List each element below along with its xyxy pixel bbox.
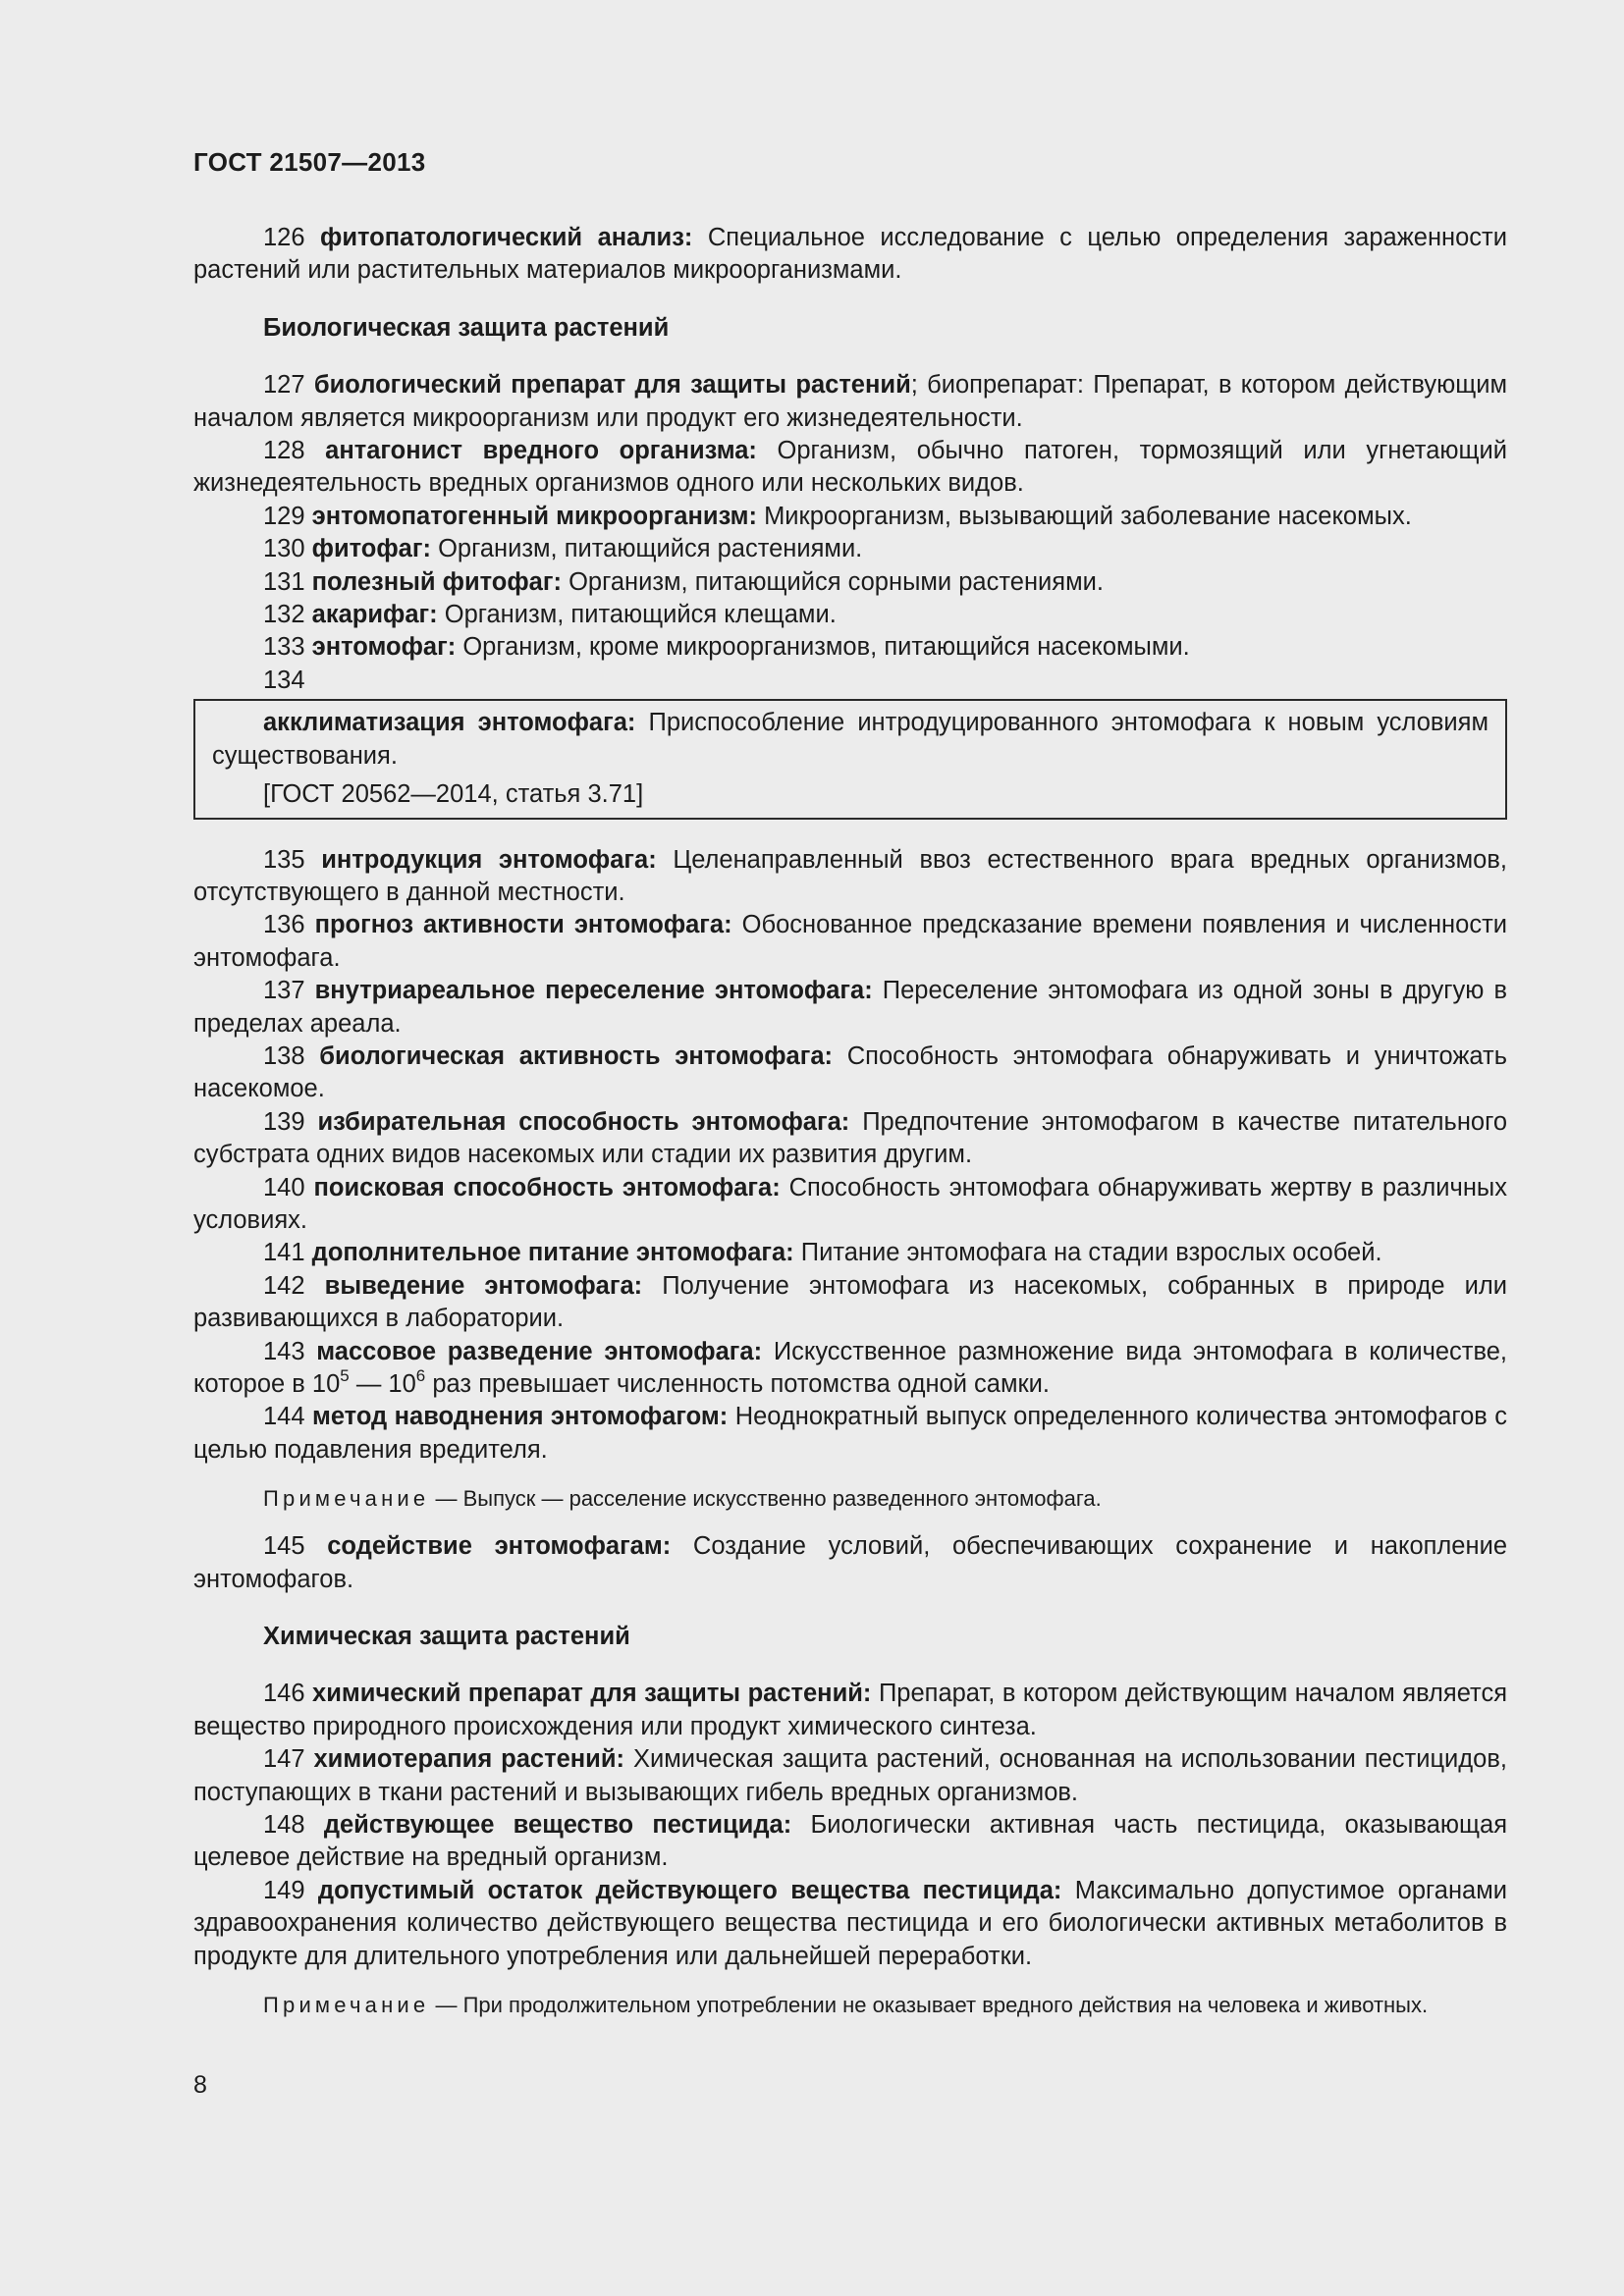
term-definition: Химическая защита растений, основанная на использовании пестицидов, поступающих в ткани растений и вызывающих гибель вредных организмов. — [193, 1745, 1507, 1806]
term-definition: Максимально допустимое органами здравоохранения количество действующего вещества пестицида и его биологически активных метаболитов в продукте для длительного употребления или дальнейшей переработки. — [193, 1876, 1507, 1970]
note-label: Примечание — [263, 1486, 430, 1512]
term-definition: Способность энтомофага обнаруживать жертву в различных условиях. — [193, 1173, 1507, 1234]
term-entry-136 — [193, 909, 1507, 975]
term-definition: Микроорганизм, вызывающий заболевание насекомых. — [764, 502, 1412, 530]
term-entry-127 — [193, 369, 1507, 435]
term-number: 126 — [263, 224, 305, 251]
term-title: содействие энтомофагам: — [327, 1532, 672, 1561]
term-number: 146 — [263, 1680, 305, 1708]
quoted-term-box — [193, 699, 1507, 819]
term-number: 144 — [263, 1403, 305, 1431]
term-number: 137 — [263, 977, 305, 1005]
note-text: — При продолжительном употреблении не оказывает вредного действия на человека и животных. — [435, 1993, 1429, 2018]
term-definition: Препарат, в котором действующим началом является вещество природного происхождения или продукт химического синтеза. — [193, 1680, 1508, 1740]
term-entry-146 — [193, 1678, 1507, 1743]
term-number: 136 — [263, 911, 305, 939]
term-title: полезный фитофаг: — [311, 567, 562, 596]
term-entry-143 — [193, 1336, 1507, 1402]
term-title: допустимый остаток действующего вещества пестицида: — [317, 1876, 1062, 1904]
term-number: 127 — [263, 371, 305, 400]
term-definition: Организм, питающийся клещами. — [444, 601, 837, 629]
term-title: массовое разведение энтомофага: — [316, 1337, 763, 1365]
term-title: метод наводнения энтомофагом: — [311, 1403, 729, 1431]
term-number: 128 — [263, 437, 305, 465]
term-number: 132 — [263, 601, 305, 629]
term-entry-128 — [193, 435, 1507, 501]
document-header: ГОСТ 21507—2013 — [193, 147, 426, 177]
term-entry-144 — [193, 1401, 1507, 1467]
term-number: 147 — [263, 1745, 305, 1774]
term-definition: Предпочтение энтомофагом в качестве питательного субстрата одних видов насекомых или стадии их развития другим. — [193, 1107, 1508, 1169]
term-title: энтомопатогенный микроорганизм: — [311, 502, 757, 530]
term-title: действующее вещество пестицида: — [323, 1811, 792, 1840]
term-entry-139 — [193, 1106, 1507, 1172]
term-definition-part: раз превышает численность потомства одной самки. — [425, 1370, 1050, 1398]
term-title: фитопатологический анализ: — [320, 224, 693, 251]
term-definition: Специальное исследование с целью определения зараженности растений или растительных материалов микроорганизмами. — [193, 224, 1507, 285]
term-title: биологическая активность энтомофага: — [319, 1041, 834, 1070]
term-title: избирательная способность энтомофага: — [317, 1107, 850, 1136]
term-entry-133 — [193, 631, 1507, 664]
term-definition: Питание энтомофага на стадии взрослых особей. — [800, 1239, 1382, 1267]
term-title: дополнительное питание энтомофага: — [311, 1239, 794, 1267]
term-definition: Способность энтомофага обнаруживать и уничтожать насекомое. — [193, 1041, 1507, 1103]
term-entry-137 — [193, 975, 1507, 1041]
term-title: химический препарат для защиты растений: — [312, 1680, 872, 1708]
term-definition: ; биопрепарат: Препарат, в котором действующим началом является микроорганизм или продукт его жизнедеятельности. — [193, 371, 1507, 432]
note-1 — [193, 1484, 1507, 1513]
term-definition: Неоднократный выпуск определенного количества энтомофагов с целью подавления вредителя. — [193, 1403, 1507, 1464]
term-number: 149 — [263, 1876, 305, 1904]
term-entry-140 — [193, 1172, 1507, 1238]
term-definition-part: — 10 — [349, 1370, 416, 1398]
term-definition: Организм, кроме микроорганизмов, питающийся насекомыми. — [462, 633, 1190, 662]
section-title-biological: Биологическая защита растений — [263, 313, 670, 342]
term-number: 135 — [263, 845, 305, 874]
term-definition: Создание условий, обеспечивающих сохранение и накопление энтомофагов. — [193, 1532, 1508, 1593]
term-definition: Организм, питающийся растениями. — [438, 535, 863, 563]
term-title: акарифаг: — [311, 601, 438, 629]
term-number-134: 134 — [263, 666, 305, 694]
term-title: фитофаг: — [311, 535, 431, 563]
term-number: 140 — [263, 1173, 305, 1201]
term-entry-129 — [193, 501, 1507, 533]
term-title: интродукция энтомофага: — [321, 845, 657, 874]
term-definition: Приспособление интродуцированного энтомофага к новым условиям существования. — [212, 709, 1489, 770]
term-entry-141 — [193, 1237, 1507, 1269]
term-entry-134 — [212, 707, 1489, 773]
term-number: 148 — [263, 1811, 305, 1840]
term-definition: Организм, питающийся сорными растениями. — [568, 567, 1104, 596]
term-title: внутриареальное переселение энтомофага: — [314, 977, 873, 1005]
term-definition: Переселение энтомофага из одной зоны в другую в пределах ареала. — [193, 977, 1507, 1038]
term-definition: Организм, обычно патоген, тормозящий или угнетающий жизнедеятельность вредных организмов одного или нескольких видов. — [193, 437, 1507, 498]
term-source-reference: [ГОСТ 20562—2014, статья 3.71] — [263, 780, 644, 809]
document-body — [193, 222, 1507, 2019]
term-number: 131 — [263, 567, 305, 596]
note-label: Примечание — [263, 1993, 430, 2018]
term-entry-132 — [193, 599, 1507, 631]
term-definition: Обоснованное предсказание времени появления и численности энтомофага. — [193, 911, 1507, 972]
term-number: 143 — [263, 1337, 305, 1365]
term-number: 138 — [263, 1041, 305, 1070]
term-title: энтомофаг: — [311, 633, 457, 662]
term-number: 141 — [263, 1239, 305, 1267]
term-entry-142 — [193, 1270, 1507, 1336]
exponent: 6 — [415, 1366, 426, 1385]
section-title-chemical: Химическая защита растений — [263, 1623, 630, 1651]
note-2 — [193, 1991, 1507, 2019]
note-text: — Выпуск — расселение искусственно разведенного энтомофага. — [435, 1486, 1102, 1512]
term-entry-148 — [193, 1809, 1507, 1875]
term-title: выведение энтомофага: — [324, 1271, 643, 1300]
term-number: 142 — [263, 1271, 305, 1300]
term-entry-138 — [193, 1041, 1507, 1106]
term-entry-149 — [193, 1875, 1507, 1973]
term-title: акклиматизация энтомофага: — [263, 709, 636, 737]
term-entry-135 — [193, 844, 1507, 910]
term-definition: Получение энтомофага из насекомых, собранных в природе или развивающихся в лаборатории. — [193, 1271, 1508, 1333]
term-entry-145 — [193, 1530, 1507, 1596]
page-number: 8 — [193, 2071, 207, 2099]
term-number: 133 — [263, 633, 305, 662]
term-definition-part: Искусственное размножение вида энтомофага в количестве, которое в 10 — [193, 1337, 1507, 1398]
term-title: химиотерапия растений: — [313, 1745, 625, 1774]
term-definition: Целенаправленный ввоз естественного врага вредных организмов, отсутствующего в данной местности. — [193, 845, 1507, 906]
exponent: 5 — [340, 1366, 350, 1385]
term-number: 145 — [263, 1532, 305, 1561]
term-number: 129 — [263, 502, 305, 530]
term-title: поисковая способность энтомофага: — [313, 1173, 781, 1201]
term-title: прогноз активности энтомофага: — [314, 911, 732, 939]
term-number: 139 — [263, 1107, 305, 1136]
term-entry-131 — [193, 566, 1507, 599]
term-title: биологический препарат для защиты растений — [313, 371, 911, 400]
term-entry-126 — [193, 222, 1507, 288]
term-entry-130 — [193, 533, 1507, 565]
term-number: 130 — [263, 535, 305, 563]
term-entry-147 — [193, 1743, 1507, 1809]
term-definition: Биологически активная часть пестицида, оказывающая целевое действие на вредный организм. — [193, 1811, 1507, 1872]
term-title: антагонист вредного организма: — [325, 437, 757, 465]
